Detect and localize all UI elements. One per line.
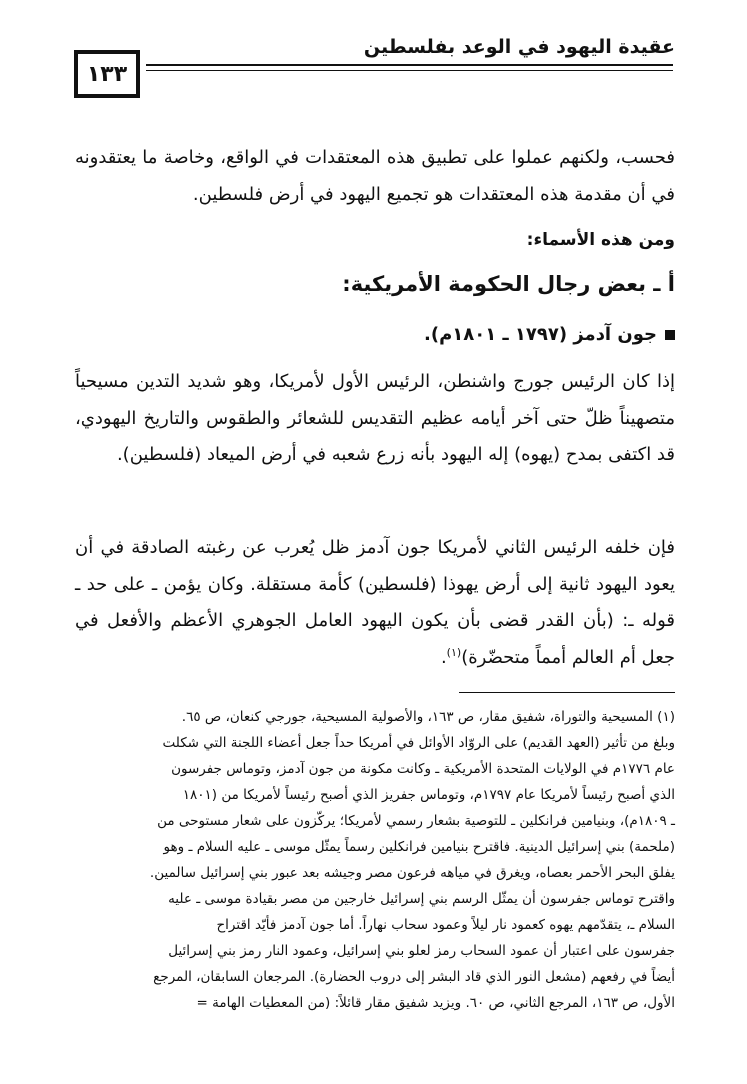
paragraph-adams [75,530,675,676]
paragraph-adams-end: . [440,646,447,668]
footnotes-block [71,704,675,1016]
footnote-line: أيضاً في رفعهم (مشعل النور الذي قاد البشر إلى دروب الحضارة). المرجعان السابقان، المرجع [153,969,675,985]
footnote-line: جفرسون على اعتبار أن عمود السحاب رمز لعلو بني إسرائيل، وعمود النار رمز بني إسرائيل [168,943,675,959]
bullet-item [424,324,675,345]
footnote-reference[interactable]: (١) [446,645,462,659]
section-heading: أ ـ بعض رجال الحكومة الأمريكية: [342,272,675,296]
bullet-text: جون آدمز (١٧٩٧ ـ ١٨٠١م). [424,324,657,345]
footnote-separator [459,692,675,693]
page-number: ١٣٣ [74,50,140,98]
paragraph-washington: إذا كان الرئيس جورج واشنطن، الرئيس الأول لأمريكا، وهو شديد التدين مسيحياً متصهيناً ظلّ حتى آخر أيامه عظيم التقديس للشعائر والطقوس والتاريخ اليهودي، قد اكتفى بمدح (يهوه) إله اليهود بأنه زرع شعبه في أرض الميعاد (فلسطين). [75,371,675,465]
footnote-line: واقترح توماس جفرسون أن يمثّل الرسم بني إسرائيل خارجين من مصر بقيادة موسى ـ عليه [168,891,675,907]
footnote-line: وبلغ من تأثير (العهد القديم) على الروّاد الأوائل في أمريكا حداً جعل أعضاء اللجنة التي شكلت [162,735,675,751]
footnote-line: عام ١٧٧٦م في الولايات المتحدة الأمريكية ـ وكانت مكونة من جون آدمز، وتوماس جفرسون [171,761,675,777]
header-rule-thin [146,70,673,71]
footnote-line: ـ ١٨٠٩م)، وبنيامين فرانكلين ـ للتوصية بشعار رسمي لأمريكا؛ يركّزون على شعار مستوحى من [157,813,675,829]
footnote-line: يفلق البحر الأحمر بعصاه، ويغرق في مياهه فرعون مصر وجيشه بعد عبور بني إسرائيل سالمين. [149,865,675,881]
footnote-line: السلام ـ، يتقدّمهم يهوه كعمود نار ليلاً وعمود سحاب نهاراً. أما جون آدمز فأيّد اقتراح [216,917,675,933]
paragraph-adams-text: فإن خلفه الرئيس الثاني لأمريكا جون آدمز ظل يُعرب عن رغبته الصادقة في أن يعود اليهود ثانية إلى أرض يهوذا (فلسطين) كأمة مستقلة. وكان يؤمن ـ على حد ـ قوله ـ: (بأن القدر قضى بأن يكون اليهود العامل الجوهري الأعظم والأفعل في جعل أم العالم أمماً متحضّرة) [75,537,675,668]
footnote-line: (١) المسيحية والتوراة، شفيق مقار، ص ١٦٣، والأصولية المسيحية، جورجي كنعان، ص ٦٥. [181,709,675,725]
lead-in-text: ومن هذه الأسماء: [526,230,675,250]
paragraph-continued: فحسب، ولكنهم عملوا على تطبيق هذه المعتقدات في الواقع، وخاصة ما يعتقدونه في أن مقدمة هذه المعتقدات هو تجميع اليهود في أرض فلسطين. [75,147,675,205]
footnote-line: الذي أصبح رئيساً لأمريكا عام ١٧٩٧م، وتوماس جفريز الذي أصبح رئيساً لأمريكا من (١٨٠١ [182,787,675,803]
bullet-square-icon [665,330,675,340]
footnote-line: (ملحمة) بني إسرائيل الدينية. فاقترح بنيامين فرانكلين رسماً يمثّل موسى ـ عليه السلام ـ وهو [163,839,675,855]
footnote-line: الأول، ص ١٦٣، المرجع الثاني، ص ٦٠. ويزيد شفيق مقار قائلاً: (من المعطيات الهامة = [196,995,675,1011]
running-title: عقيدة اليهود في الوعد بفلسطين [363,36,675,58]
header-rule [146,64,673,66]
